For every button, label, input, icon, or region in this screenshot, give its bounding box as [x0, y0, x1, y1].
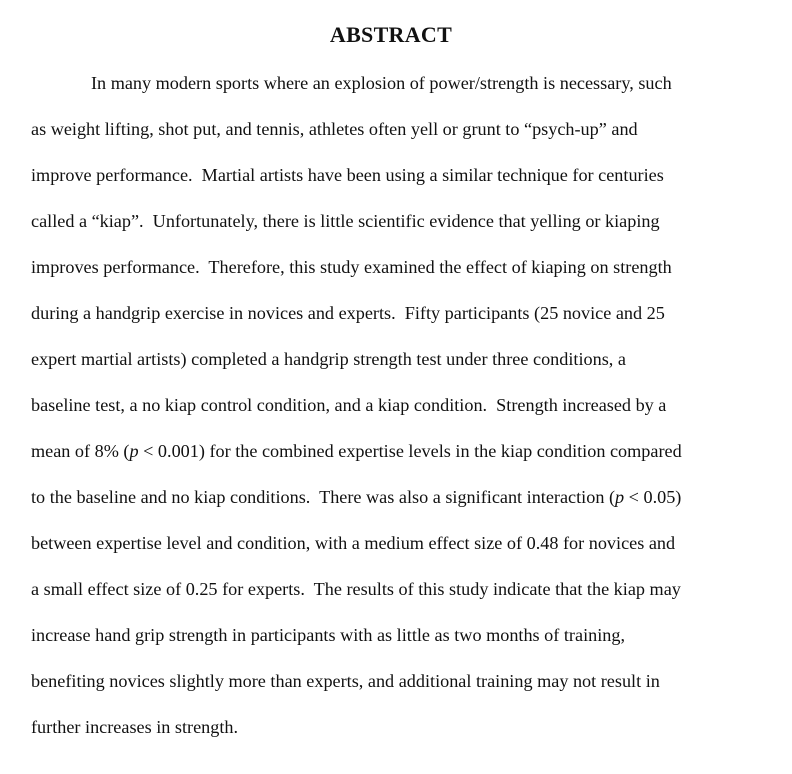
abstract-line-13: increase hand grip strength in participants with as little as two months of training, — [31, 625, 625, 645]
abstract-line-4: called a “kiap”. Unfortunately, there is little scientific evidence that yelling or kiaping — [31, 211, 660, 231]
abstract-line-1: In many modern sports where an explosion of power/strength is necessary, such — [91, 73, 672, 93]
line-10-end: < 0.05) — [624, 487, 682, 507]
abstract-line-7: expert martial artists) completed a handgrip strength test under three conditions, a — [31, 349, 626, 369]
line-10-start: to the baseline and no kiap conditions. There was also a significant interaction ( — [31, 487, 616, 507]
abstract-line-14: benefiting novices slightly more than experts, and additional training may not result in — [31, 671, 660, 691]
abstract-line-2: as weight lifting, shot put, and tennis, athletes often yell or grunt to “psych-up” and — [31, 119, 638, 139]
abstract-line-9 — [31, 439, 682, 463]
abstract-line-10 — [31, 485, 681, 509]
abstract-line-12: a small effect size of 0.25 for experts. The results of this study indicate that the kiap may — [31, 579, 681, 599]
abstract-line-3: improve performance. Martial artists have been using a similar technique for centuries — [31, 165, 664, 185]
abstract-line-11: between expertise level and condition, with a medium effect size of 0.48 for novices and — [31, 533, 676, 553]
p-value-symbol: p — [615, 487, 625, 507]
line-9-start: mean of 8% ( — [31, 441, 130, 461]
abstract-line-15: further increases in strength. — [31, 717, 239, 737]
abstract-heading: ABSTRACT — [329, 22, 453, 47]
line-9-end: < 0.001) for the combined expertise levels in the kiap condition compared — [138, 441, 682, 461]
p-value-symbol: p — [129, 441, 139, 461]
abstract-line-8: baseline test, a no kiap control condition, and a kiap condition. Strength increased by a — [31, 395, 667, 415]
abstract-line-5: improves performance. Therefore, this study examined the effect of kiaping on strength — [31, 257, 672, 277]
abstract-line-6: during a handgrip exercise in novices and experts. Fifty participants (25 novice and 25 — [31, 303, 665, 323]
